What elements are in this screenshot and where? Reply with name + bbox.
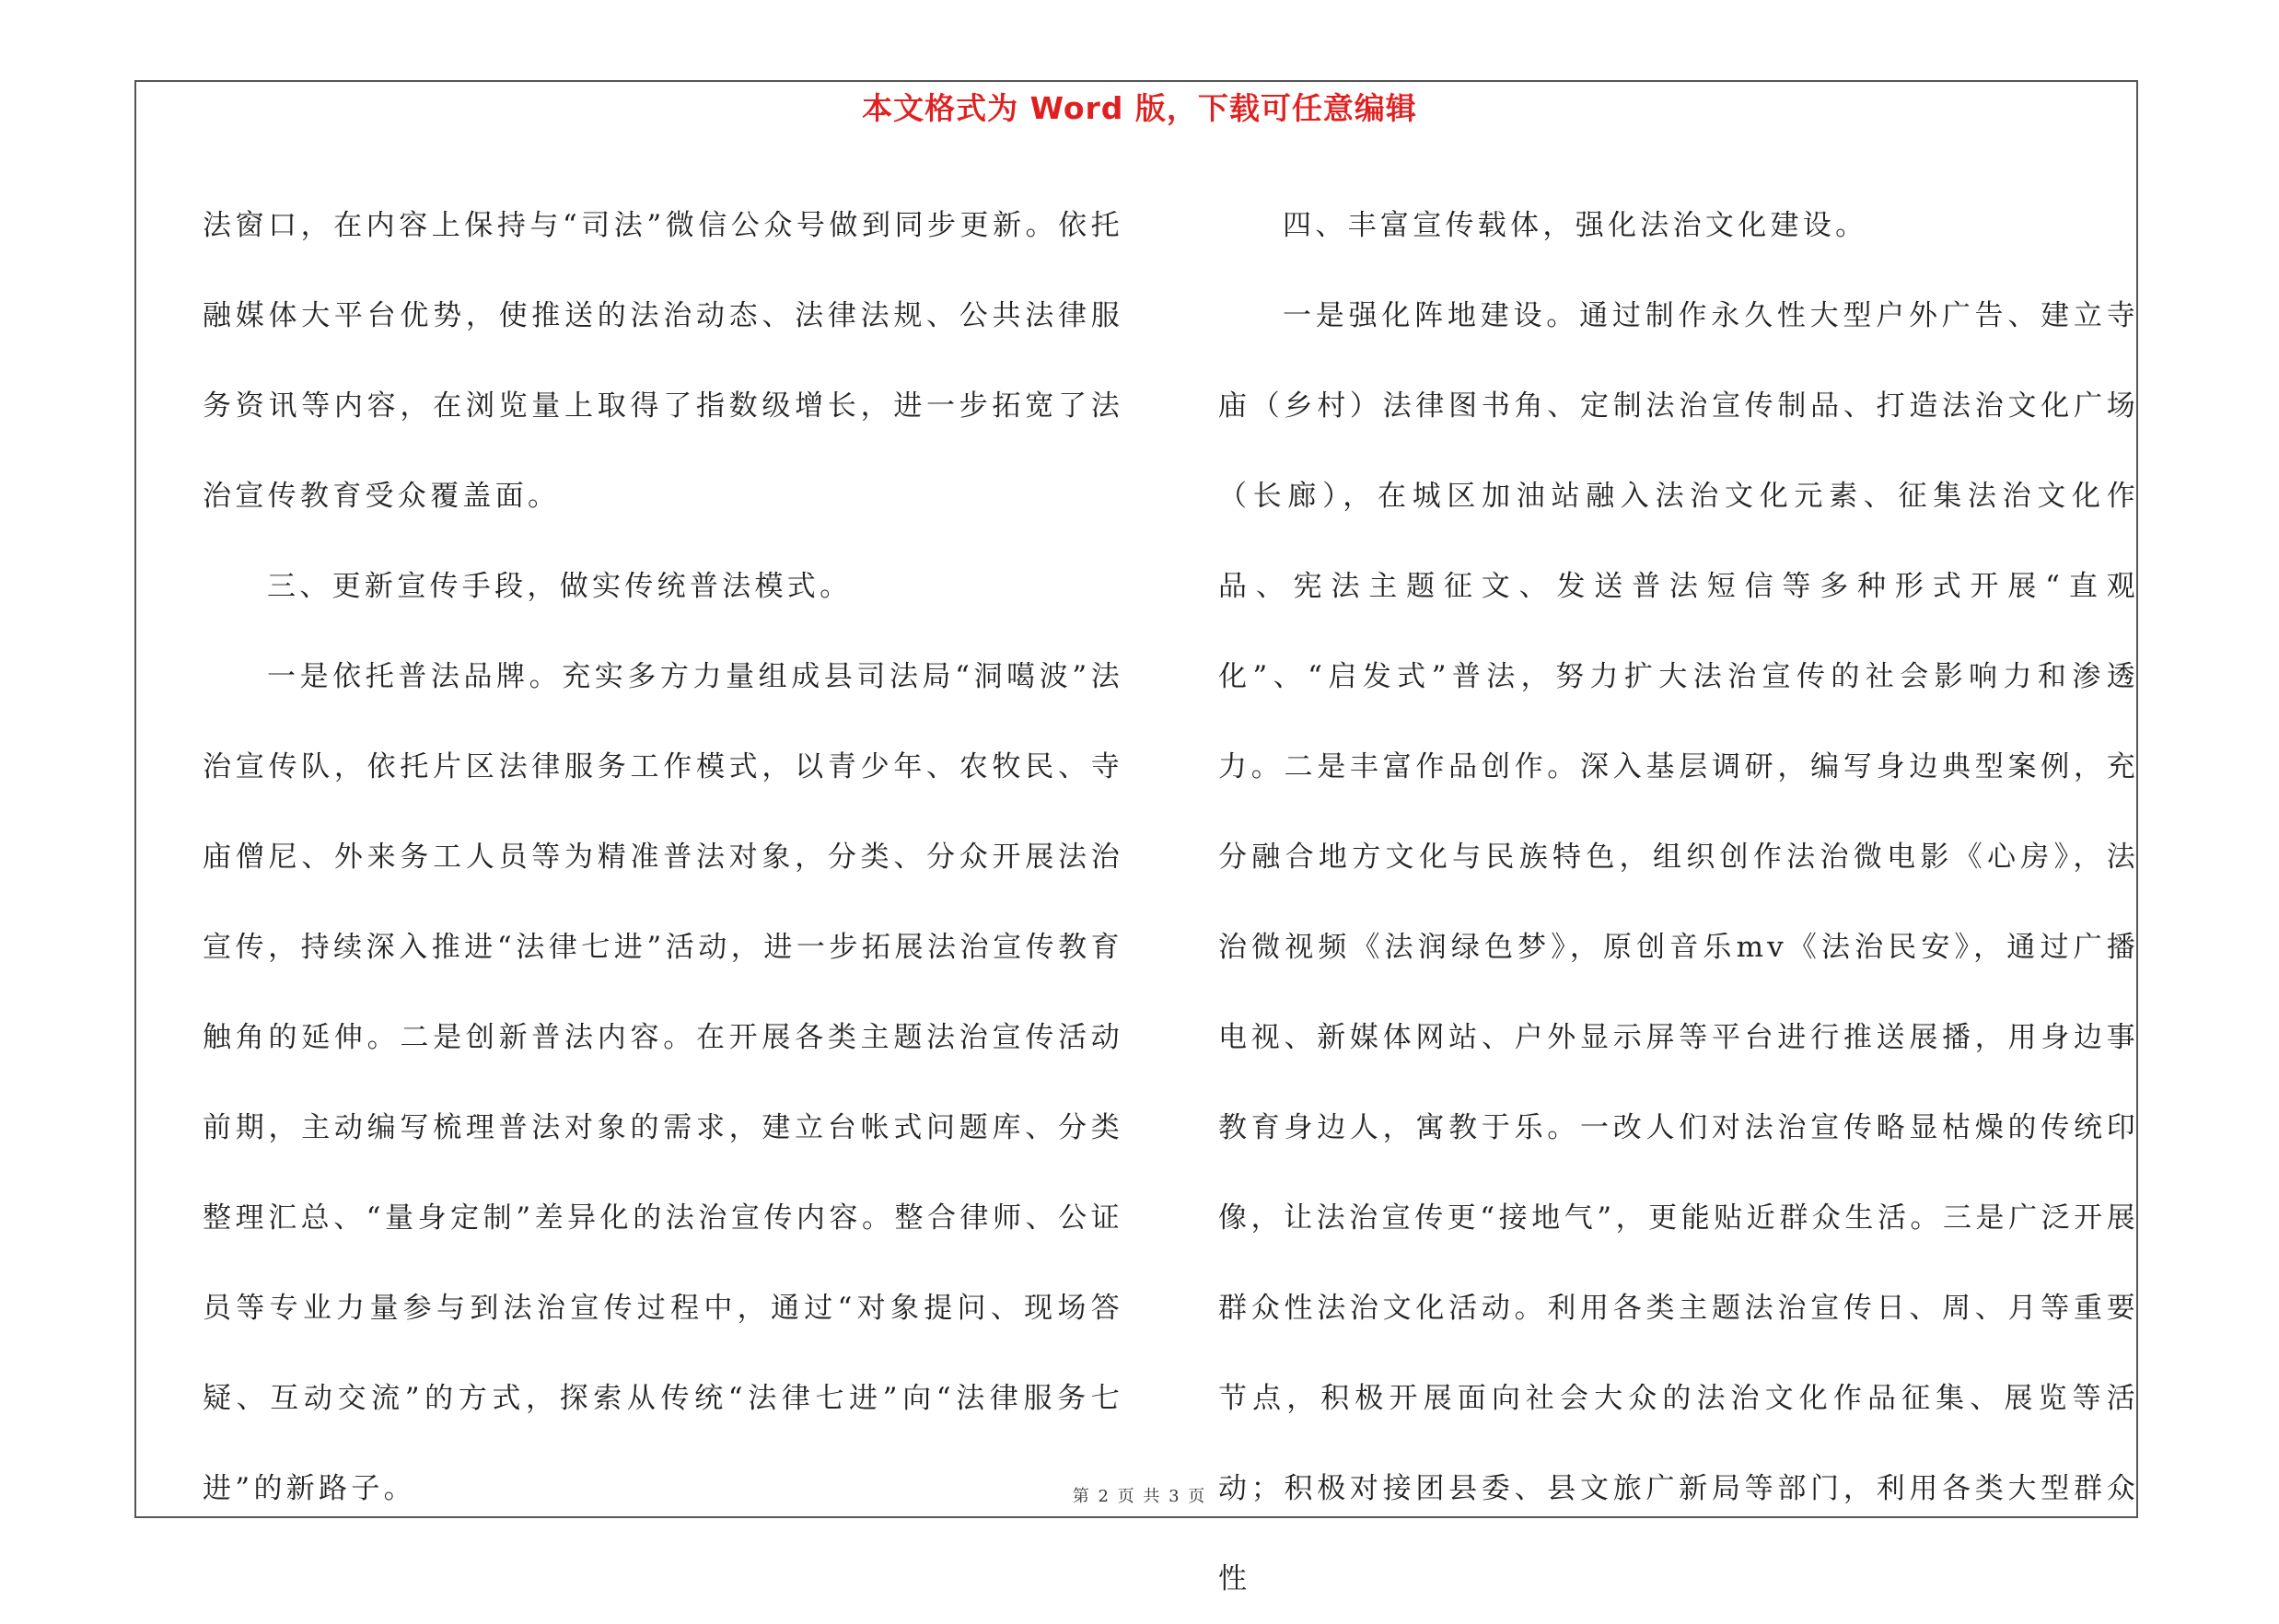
section-heading: 四、丰富宣传载体，强化法治文化建设。	[1283, 209, 1868, 242]
right-column	[1218, 180, 2139, 1624]
paragraph: 法窗口，在内容上保持与“司法”微信公众号做到同步更新。依托融媒体大平台优势，使推送的法治动态、法律法规、公共法律服务资讯等内容，在浏览量上取得了指数级增长，进一步拓宽了法治宣传教育受众覆盖面。	[203, 209, 1123, 513]
page-number: 第 2 页 共 3 页	[1072, 1487, 1207, 1506]
paragraph: 一是强化阵地建设。通过制作永久性大型户外广告、建立寺庙（乡村）法律图书角、定制法治宣传制品、打造法治文化广场（长廊），在城区加油站融入法治文化元素、征集法治文化作品、宪法主题征文、发送普法短信等多种形式开展“直观化”、“启发式”普法，努力扩大法治宣传的社会影响力和渗透力。二是丰富作品创作。深入基层调研，编写身边典型案例，充分融合地方文化与民族特色，组织创作法治微电影《心房》，法治微视频《法润绿色梦》，原创音乐mv《法治民安》，通过广播电视、新媒体网站、户外显示屏等平台进行推送展播，用身边事教育身边人，寓教于乐。一改人们对法治宣传略显枯燥的传统印像，让法治宣传更“接地气”，更能贴近群众生活。三是广泛开展群众性法治文化活动。利用各类主题法治宣传日、周、月等重要节点，积极开展面向社会大众的法治文化作品征集、展览等活动；积极对接团县委、县文旅广新局等部门，利用各类大型群众性	[1218, 299, 2139, 1595]
header-notice: 本文格式为 Word 版，下载可任意编辑	[862, 90, 1417, 126]
section-heading: 三、更新宣传手段，做实传统普法模式。	[267, 570, 853, 603]
paragraph: 一是依托普法品牌。充实多方力量组成县司法局“洞噶波”法治宣传队，依托片区法律服务工作模式，以青少年、农牧民、寺庙僧尼、外来务工人员等为精准普法对象，分类、分众开展法治宣传，持续深入推进“法律七进”活动，进一步拓展法治宣传教育触角的延伸。二是创新普法内容。在开展各类主题法治宣传活动前期，主动编写梳理普法对象的需求，建立台帐式问题库、分类整理汇总、“量身定制”差异化的法治宣传内容。整合律师、公证员等专业力量参与到法治宣传过程中，通过“对象提问、现场答疑、互动交流”的方式，探索从传统“法律七进”向“法律服务七进”的新路子。	[203, 660, 1123, 1505]
left-column	[203, 180, 1123, 1534]
